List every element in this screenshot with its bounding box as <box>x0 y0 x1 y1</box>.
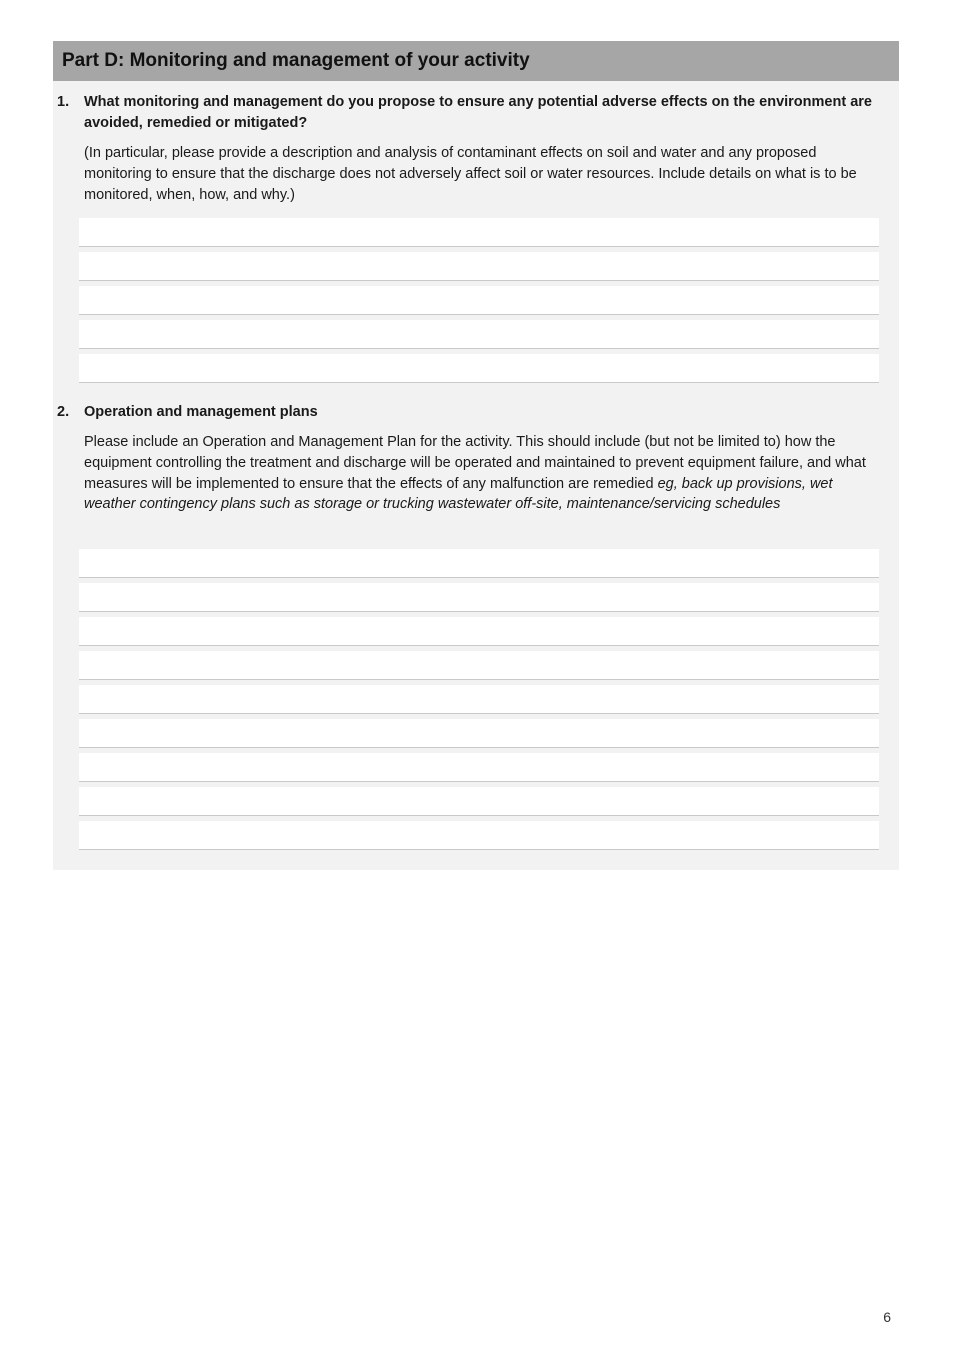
question-2 <box>53 402 899 515</box>
section-title: Part D: Monitoring and management of your activity <box>53 41 899 81</box>
part-d-section <box>53 41 899 870</box>
answer-line[interactable] <box>79 218 879 247</box>
answer-line[interactable] <box>79 821 879 850</box>
question-description <box>84 432 884 515</box>
answer-line[interactable] <box>79 286 879 315</box>
question-number: 2. <box>57 404 70 420</box>
answer-line[interactable] <box>79 685 879 714</box>
answer-line[interactable] <box>79 753 879 782</box>
answer-line[interactable] <box>79 787 879 816</box>
page-number: 6 <box>883 1309 891 1325</box>
question-title: What monitoring and management do you propose to ensure any potential adverse effects on the environment are avoided, remedied or mitigated? <box>84 94 872 131</box>
answer-line[interactable] <box>79 651 879 680</box>
question-number: 1. <box>57 94 70 110</box>
answer-line[interactable] <box>79 549 879 578</box>
description-text: Please include an Operation and Management Plan for the activity. This should include (but not be limited to) how the equipment controlling the treatment and discharge will be operated and maintained to prevent equipment failure, and what measures will be implemented to ensure that the effects of any malfunction are remedied <box>84 434 866 492</box>
answer-line[interactable] <box>79 617 879 646</box>
question-title: Operation and management plans <box>84 404 318 420</box>
answer-area-2[interactable] <box>79 549 879 855</box>
answer-area-1[interactable] <box>79 218 879 388</box>
answer-line[interactable] <box>79 354 879 383</box>
description-examples: eg, back up provisions, wet weather contingency plans such as storage or trucking wastewater off-site, maintenance/servicing schedules <box>84 475 833 513</box>
question-1 <box>53 92 899 205</box>
answer-line[interactable] <box>79 320 879 349</box>
question-description: (In particular, please provide a description and analysis of contaminant effects on soil and water and any proposed monitoring to ensure that the discharge does not adversely affect soil or water resources. Include details on what is to be monitored, when, how, and why.) <box>84 145 857 203</box>
answer-line[interactable] <box>79 252 879 281</box>
answer-line[interactable] <box>79 719 879 748</box>
answer-line[interactable] <box>79 583 879 612</box>
